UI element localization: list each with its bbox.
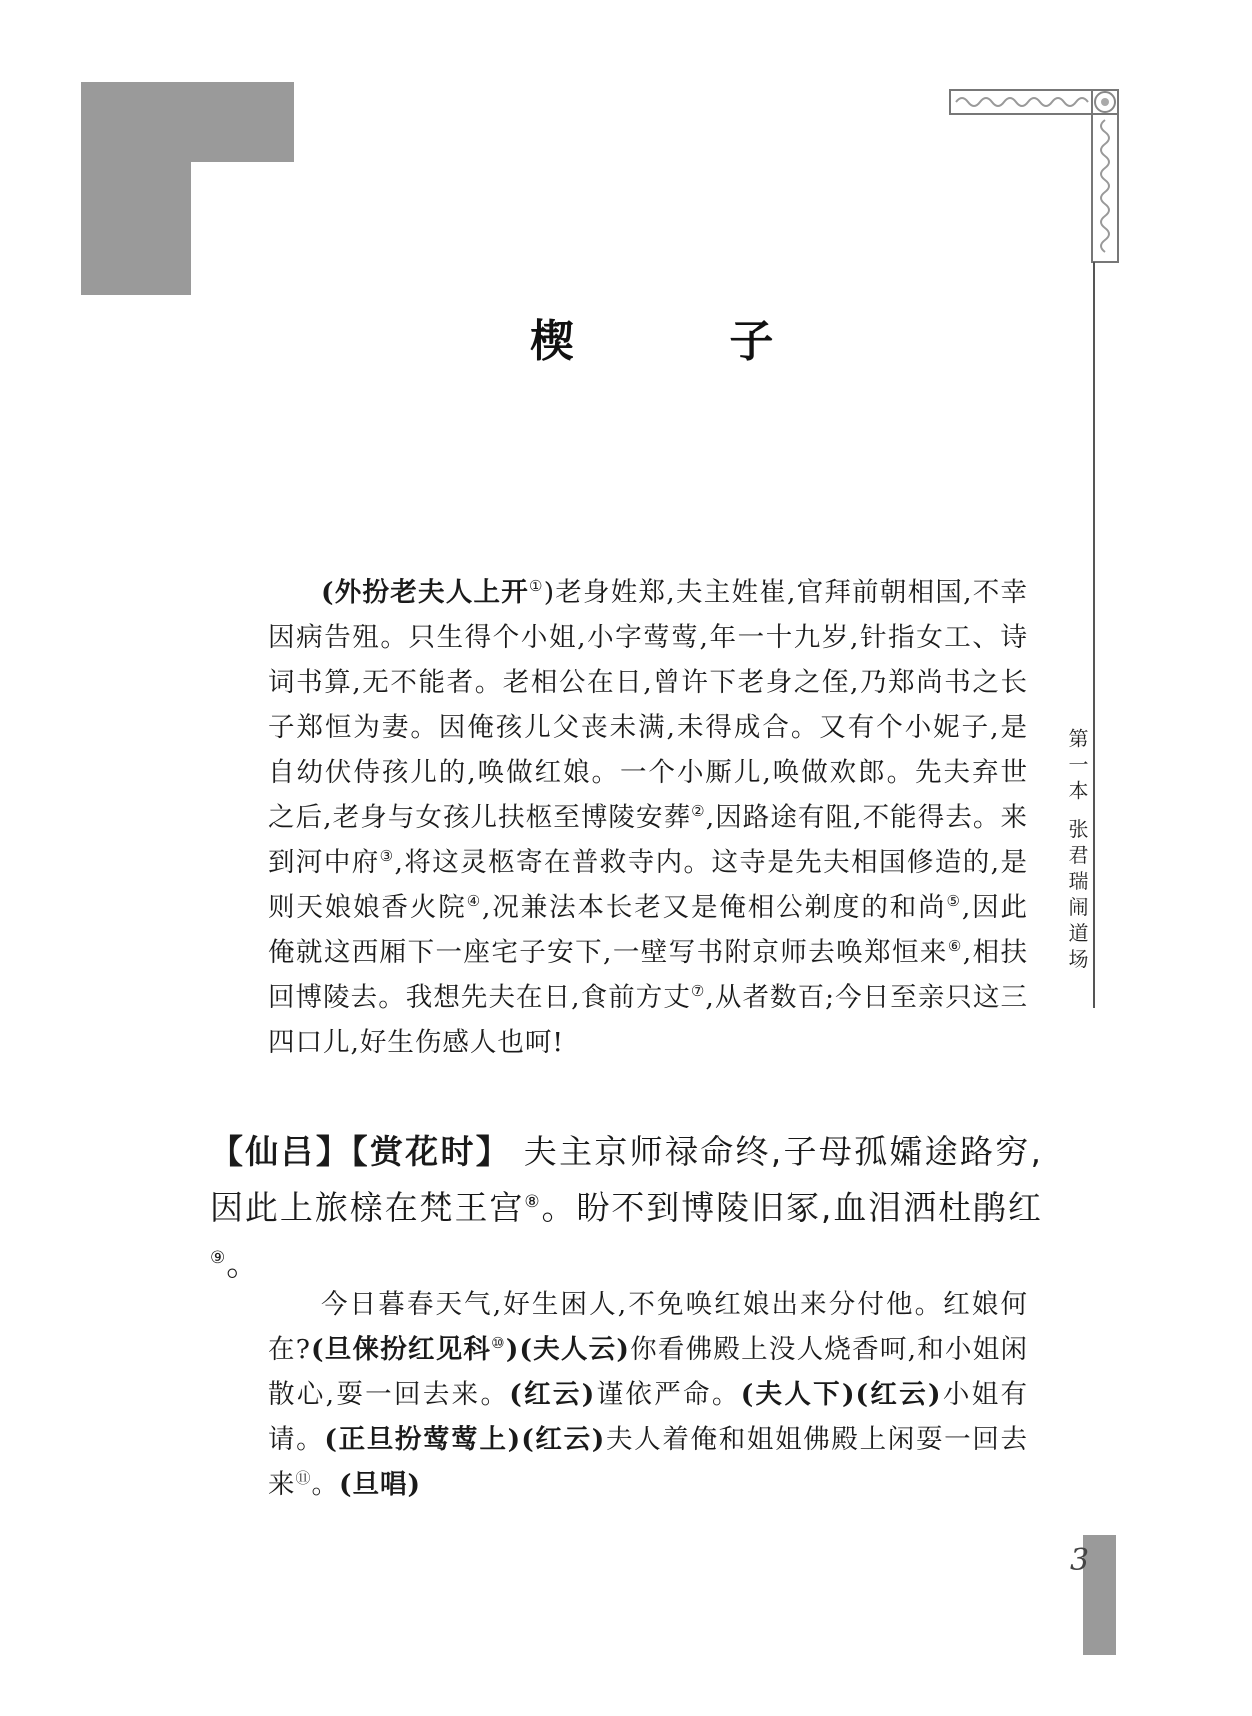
page-number: 3 [1070, 1543, 1090, 1578]
lyric-text: 。 [226, 1244, 261, 1283]
tune-name: 【仙吕】【赏花时】 [210, 1132, 512, 1171]
footnote-marker: ⑤ [946, 892, 962, 911]
lyric-text: 夫主京师禄命终,子母孤孀途路穷,因此上旅榇在梵王宫 [210, 1132, 1042, 1227]
footnote-marker: ⑩ [491, 1334, 506, 1353]
stage-direction: (旦俫扮红见科 [310, 1334, 492, 1365]
monologue-text: ,相扶回博陵去。我想先夫在日,食前方丈 [268, 937, 1028, 1013]
dialogue-text: 。 [311, 1469, 340, 1500]
lyric-text: 。盼不到博陵旧冢,血泪洒杜鹃红 [541, 1188, 1042, 1227]
monologue-text: ,因此俺就这西厢下一座宅子安下,一壁写书附京师去唤郑恒来 [268, 892, 1029, 968]
footnote-marker: ④ [466, 892, 483, 911]
stage-direction: (外扮老夫人上开 [321, 577, 530, 608]
footnote-marker: ① [529, 577, 544, 596]
footnote-marker: ⑨ [210, 1248, 227, 1268]
side-vertical-rule [1093, 262, 1095, 1008]
chapter-title: 楔 子 [530, 316, 844, 367]
aria-lyric [210, 1124, 1042, 1292]
footnote-marker: ⑥ [947, 937, 963, 956]
dialogue-passage [268, 1282, 1028, 1507]
corner-gray-block-left [81, 82, 191, 295]
footnote-marker: ③ [379, 847, 395, 866]
footnote-marker: ② [691, 802, 706, 821]
stage-direction: (夫人下)(红云) [740, 1379, 942, 1410]
opening-monologue [268, 570, 1028, 1065]
monologue-text: ,将这灵柩寄在普救寺内。这寺是先夫相国修造的,是则天娘娘香火院 [268, 847, 1028, 923]
footnote-marker: ⑪ [295, 1469, 312, 1488]
stage-direction: )(夫人云) [505, 1334, 630, 1365]
dialogue-text: 谨依严命。 [595, 1379, 741, 1410]
footnote-marker: ⑧ [524, 1192, 542, 1212]
monologue-text: )老身姓郑,夫主姓崔,官拜前朝相国,不幸因病告殂。只生得个小姐,小字莺莺,年一十九岁,针指女工、诗词书算,无不能者。老相公在日,曾许下老身之侄,乃郑尚书之长子郑恒为妻。因俺孩儿父丧未满,未得成合。又有个小妮子,是自幼伏侍孩儿的,唤做红娘。一个小厮儿,唤做欢郎。先夫弃世之后,老身与女孩儿扶柩至博陵安葬 [268, 577, 1029, 833]
dialogue-text: 小姐有请。 [268, 1379, 1029, 1455]
monologue-text: ,从者数百;今日至亲只这三四口儿,好生伤感人也呵! [268, 982, 1028, 1058]
stage-direction: (正旦扮莺莺上)(红云) [324, 1424, 606, 1455]
monologue-text: ,况兼法本长老又是俺相公剃度的和尚 [482, 892, 947, 923]
ornamental-corner-border [948, 86, 1128, 266]
dialogue-text: 你看佛殿上没人烧香呵,和小姐闲散心,耍一回去来。 [268, 1334, 1028, 1410]
stage-direction: (红云) [509, 1379, 596, 1410]
dialogue-text: 今日暮春天气,好生困人,不免唤红娘出来分付他。红娘何在? [268, 1289, 1028, 1365]
footnote-marker: ⑦ [690, 982, 706, 1001]
stage-direction: (旦唱) [339, 1469, 422, 1500]
monologue-text: ,因路途有阻,不能得去。来到河中府 [268, 802, 1028, 878]
dialogue-text: 夫人着俺和姐姐佛殿上闲耍一回去来 [268, 1424, 1029, 1500]
running-section-label: 第一本 张君瑞闹道场 [1065, 728, 1089, 975]
